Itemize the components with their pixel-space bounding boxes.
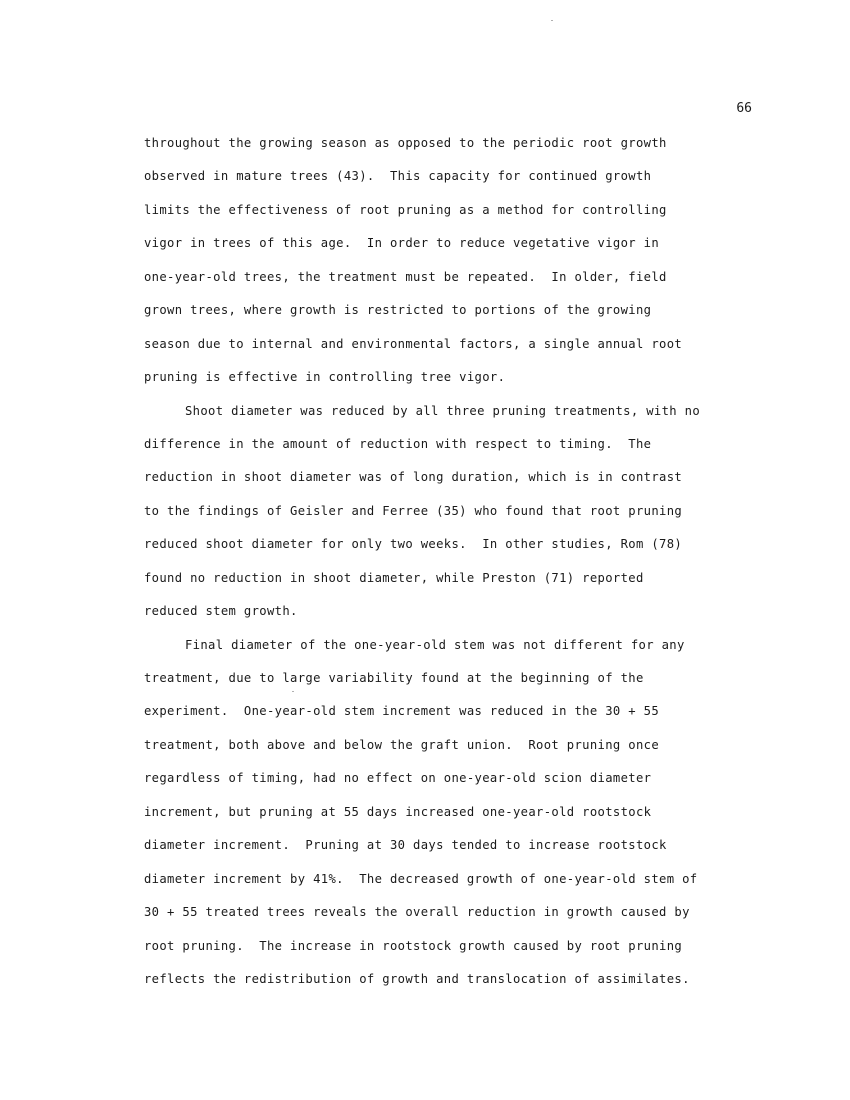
text-line: reduced stem growth. xyxy=(144,604,298,619)
text-line: reduction in shoot diameter was of long duration, which is in contrast xyxy=(144,470,683,485)
text-line: found no reduction in shoot diameter, while Preston (71) reported xyxy=(144,570,644,585)
paragraph-first-line: Shoot diameter was reduced by all three pruning treatments, with no xyxy=(185,403,701,418)
paragraph-first-line: Final diameter of the one-year-old stem was not different for any xyxy=(185,637,685,652)
scan-speck xyxy=(551,20,553,21)
text-line: season due to internal and environmental factors, a single annual root xyxy=(144,336,683,351)
page-number: 66 xyxy=(736,101,752,116)
text-line: grown trees, where growth is restricted to portions of the growing xyxy=(144,303,652,318)
text-line: vigor in trees of this age. In order to reduce vegetative vigor in xyxy=(144,236,660,251)
text-line: regardless of timing, had no effect on one-year-old scion diameter xyxy=(144,771,652,786)
text-line: reduced shoot diameter for only two weeks. In other studies, Rom (78) xyxy=(144,537,683,552)
text-line: diameter increment by 41%. The decreased growth of one-year-old stem of xyxy=(144,871,698,886)
text-line: experiment. One-year-old stem increment was reduced in the 30 + 55 xyxy=(144,704,660,719)
text-line: root pruning. The increase in rootstock growth caused by root pruning xyxy=(144,938,683,953)
text-line: one-year-old trees, the treatment must be repeated. In older, field xyxy=(144,269,667,284)
text-line: reflects the redistribution of growth and translocation of assimilates. xyxy=(144,971,690,986)
text-line: to the findings of Geisler and Ferree (35) who found that root pruning xyxy=(144,503,683,518)
text-line: diameter increment. Pruning at 30 days tended to increase rootstock xyxy=(144,838,667,853)
text-line: throughout the growing season as opposed to the periodic root growth xyxy=(144,136,667,150)
text-line: difference in the amount of reduction with respect to timing. The xyxy=(144,436,652,451)
text-line: observed in mature trees (43). This capacity for continued growth xyxy=(144,169,652,184)
text-line: treatment, due to large variability found at the beginning of the xyxy=(144,671,644,685)
text-line: limits the effectiveness of root pruning as a method for controlling xyxy=(144,202,667,217)
text-line: pruning is effective in controlling tree vigor. xyxy=(144,370,506,385)
text-line: 30 + 55 treated trees reveals the overall reduction in growth caused by xyxy=(144,905,690,920)
body-text xyxy=(144,133,764,1002)
text-line: increment, but pruning at 55 days increased one-year-old rootstock xyxy=(144,804,652,819)
text-line: treatment, both above and below the graft union. Root pruning once xyxy=(144,737,660,752)
